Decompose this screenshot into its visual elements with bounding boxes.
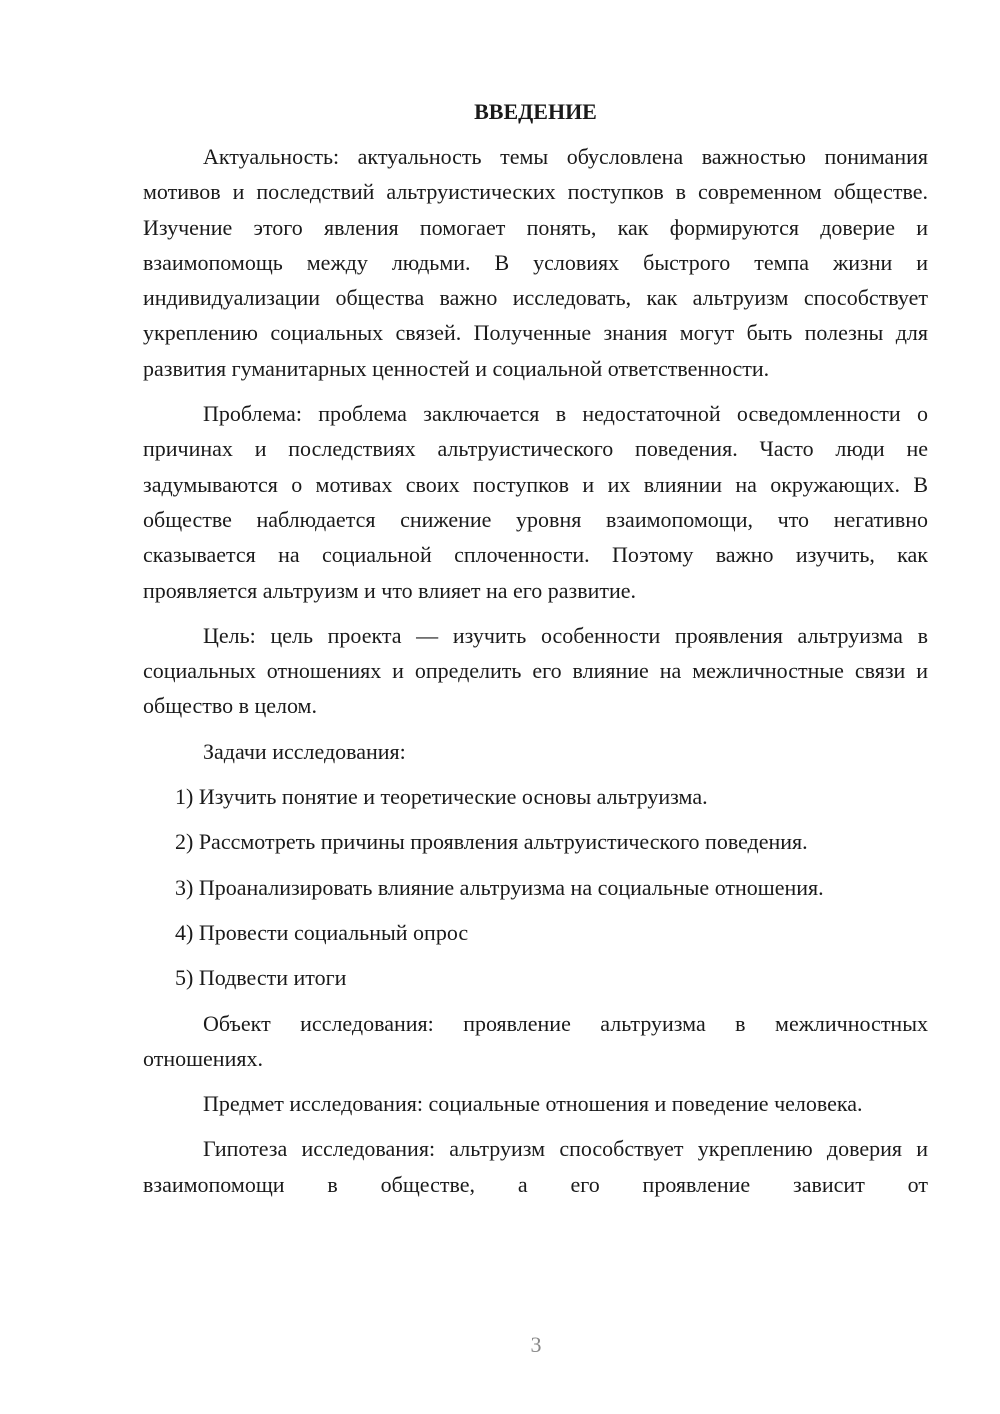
task-item-4: 4) Провести социальный опрос [175,919,469,945]
subject-paragraph: Предмет исследования: социальные отношения и поведение человека. [203,1091,863,1117]
task-item-2: 2) Рассмотреть причины проявления альтруистического поведения. [175,829,808,855]
problem-paragraph: Проблема: проблема заключается в недостаточной осведомленности о причинах и последствиях альтруистического поведения. Часто люди не задумываются о мотивах своих поступков и их влиянии на окружающих. В обществе наблюдается снижение уровня взаимопомощи, что негативно сказывается на социальной сплоченности. Поэтому важно изучить, как проявляется альтруизм и что влияет на его развитие. [143,401,928,603]
object-paragraph: Объект исследования: проявление альтруизма в межличностных отношениях. [143,1010,928,1071]
page-number: 3 [530,1332,542,1357]
section-heading: ВВЕДЕНИЕ [474,99,597,124]
relevance-paragraph: Актуальность: актуальность темы обусловлена важностью понимания мотивов и последствий альтруистических поступков в современном обществе. Изучение этого явления помогает понять, как формируются доверие и взаимопомощь между людьми. В условиях быстрого темпа жизни и индивидуализации общества важно исследовать, как альтруизм способствует укреплению социальных связей. Полученные знания могут быть полезны для развития гуманитарных ценностей и социальной ответственности. [143,144,928,381]
task-item-1: 1) Изучить понятие и теоретические основы альтруизма. [175,784,708,810]
page-content [143,94,928,1212]
hypothesis-paragraph: Гипотеза исследования: альтруизм способствует укреплению доверия и взаимопомощи в обществе, а его проявление зависит от [143,1136,928,1197]
goal-paragraph: Цель: цель проекта — изучить особенности проявления альтруизма в социальных отношениях и определить его влияние на межличностные связи и общество в целом. [143,622,928,719]
tasks-heading: Задачи исследования: [203,738,406,764]
task-item-5: 5) Подвести итоги [175,965,347,991]
task-item-3: 3) Проанализировать влияние альтруизма на социальные отношения. [175,874,824,900]
tasks-list [143,779,928,995]
